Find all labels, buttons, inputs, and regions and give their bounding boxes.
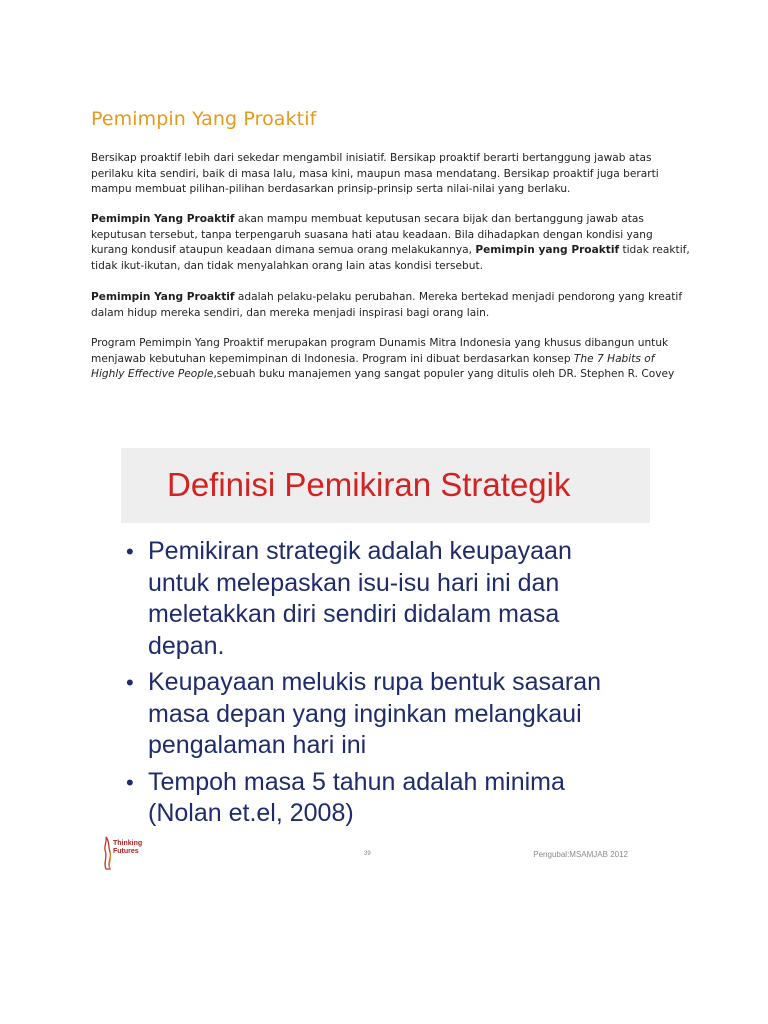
paragraph-text: tidak reaktif, tidak ikut-ikutan, dan tidak menyalahkan orang lain atas kondisi tersebut. — [91, 244, 690, 272]
slide-page-number: 39 — [364, 851, 371, 857]
slide-bullet-item — [121, 667, 650, 762]
paragraph-intro: Bersikap proaktif lebih dari sekedar mengambil inisiatif. Bersikap proaktif berarti bertanggung jawab atas perilaku kita sendiri, baik di masa lalu, masa kini, maupun masa mendatang. Bersikap proaktif juga berarti mampu membuat pilihan-pilihan berdasarkan prinsip-prinsip serta nilai-nilai yang berlaku. — [91, 152, 659, 195]
bullet-text: Keupayaan melukis rupa bentuk sasaran masa depan yang inginkan melangkaui pengalaman hari ini — [148, 668, 602, 759]
bullet-icon: • — [126, 769, 134, 795]
paragraph-text: ,sebuah buku manajemen yang sangat populer yang ditulis oleh DR. Stephen R. Covey — [213, 368, 675, 380]
bold-term: Pemimpin Yang Proaktif — [91, 291, 235, 303]
slide-credit: Pengubal:MSAMJAB 2012 — [533, 850, 628, 859]
slide-title: Definisi Pemikiran Strategik — [167, 466, 571, 503]
slide-bullet-item — [121, 767, 650, 830]
bullet-icon: • — [126, 539, 134, 564]
slide-header — [121, 448, 650, 523]
bold-term: Pemimpin Yang Proaktif — [91, 213, 235, 225]
thinking-futures-logo — [102, 836, 162, 872]
book-title: The 7 Habits of Highly Effective People — [91, 352, 655, 380]
slide-footer — [113, 828, 650, 873]
bullet-icon: • — [126, 670, 134, 695]
bullet-text: Pemikiran strategik adalah keupayaan untuk melepaskan isu-isu hari ini dan meletakkan diri sendiri didalam masa depan. — [148, 537, 572, 660]
paragraph-text: adalah pelaku-pelaku perubahan. Mereka bertekad menjadi pendorong yang kreatif dalam hidup mereka sendiri, dan mereka menjadi inspirasi bagi orang lain. — [91, 291, 683, 319]
paragraph-change-agents — [91, 290, 691, 321]
bold-term: Pemimpin yang Proaktif — [475, 244, 620, 256]
bullet-text: Tempoh masa 5 tahun adalah minima (Nolan et.el, 2008) — [148, 767, 565, 827]
slide-bullet-item — [121, 536, 650, 662]
page-title: Pemimpin Yang Proaktif — [91, 108, 317, 130]
slide-image — [113, 448, 650, 873]
paragraph-text: akan mampu membuat keputusan secara bijak dan bertanggung jawab atas keputusan tersebut, tanpa terpengaruh suasana hati atau keadaan. Bila dihadapkan dengan kondisi yang kurang kondusif ataupun keadaan dimana semua orang melakukannya, — [91, 213, 653, 256]
logo-text: Thinking Futures — [113, 840, 143, 855]
paragraph-text: Program Pemimpin Yang Proaktif merupakan program Dunamis Mitra Indonesia yang khusus dibangun untuk menjawab kebutuhan kepemimpinan di Indonesia. Program ini dibuat berdasarkan konsep — [91, 337, 669, 365]
paragraph-proactive-leader — [91, 212, 691, 274]
paragraph-program — [91, 336, 691, 383]
slide-bullet-list — [121, 536, 650, 835]
